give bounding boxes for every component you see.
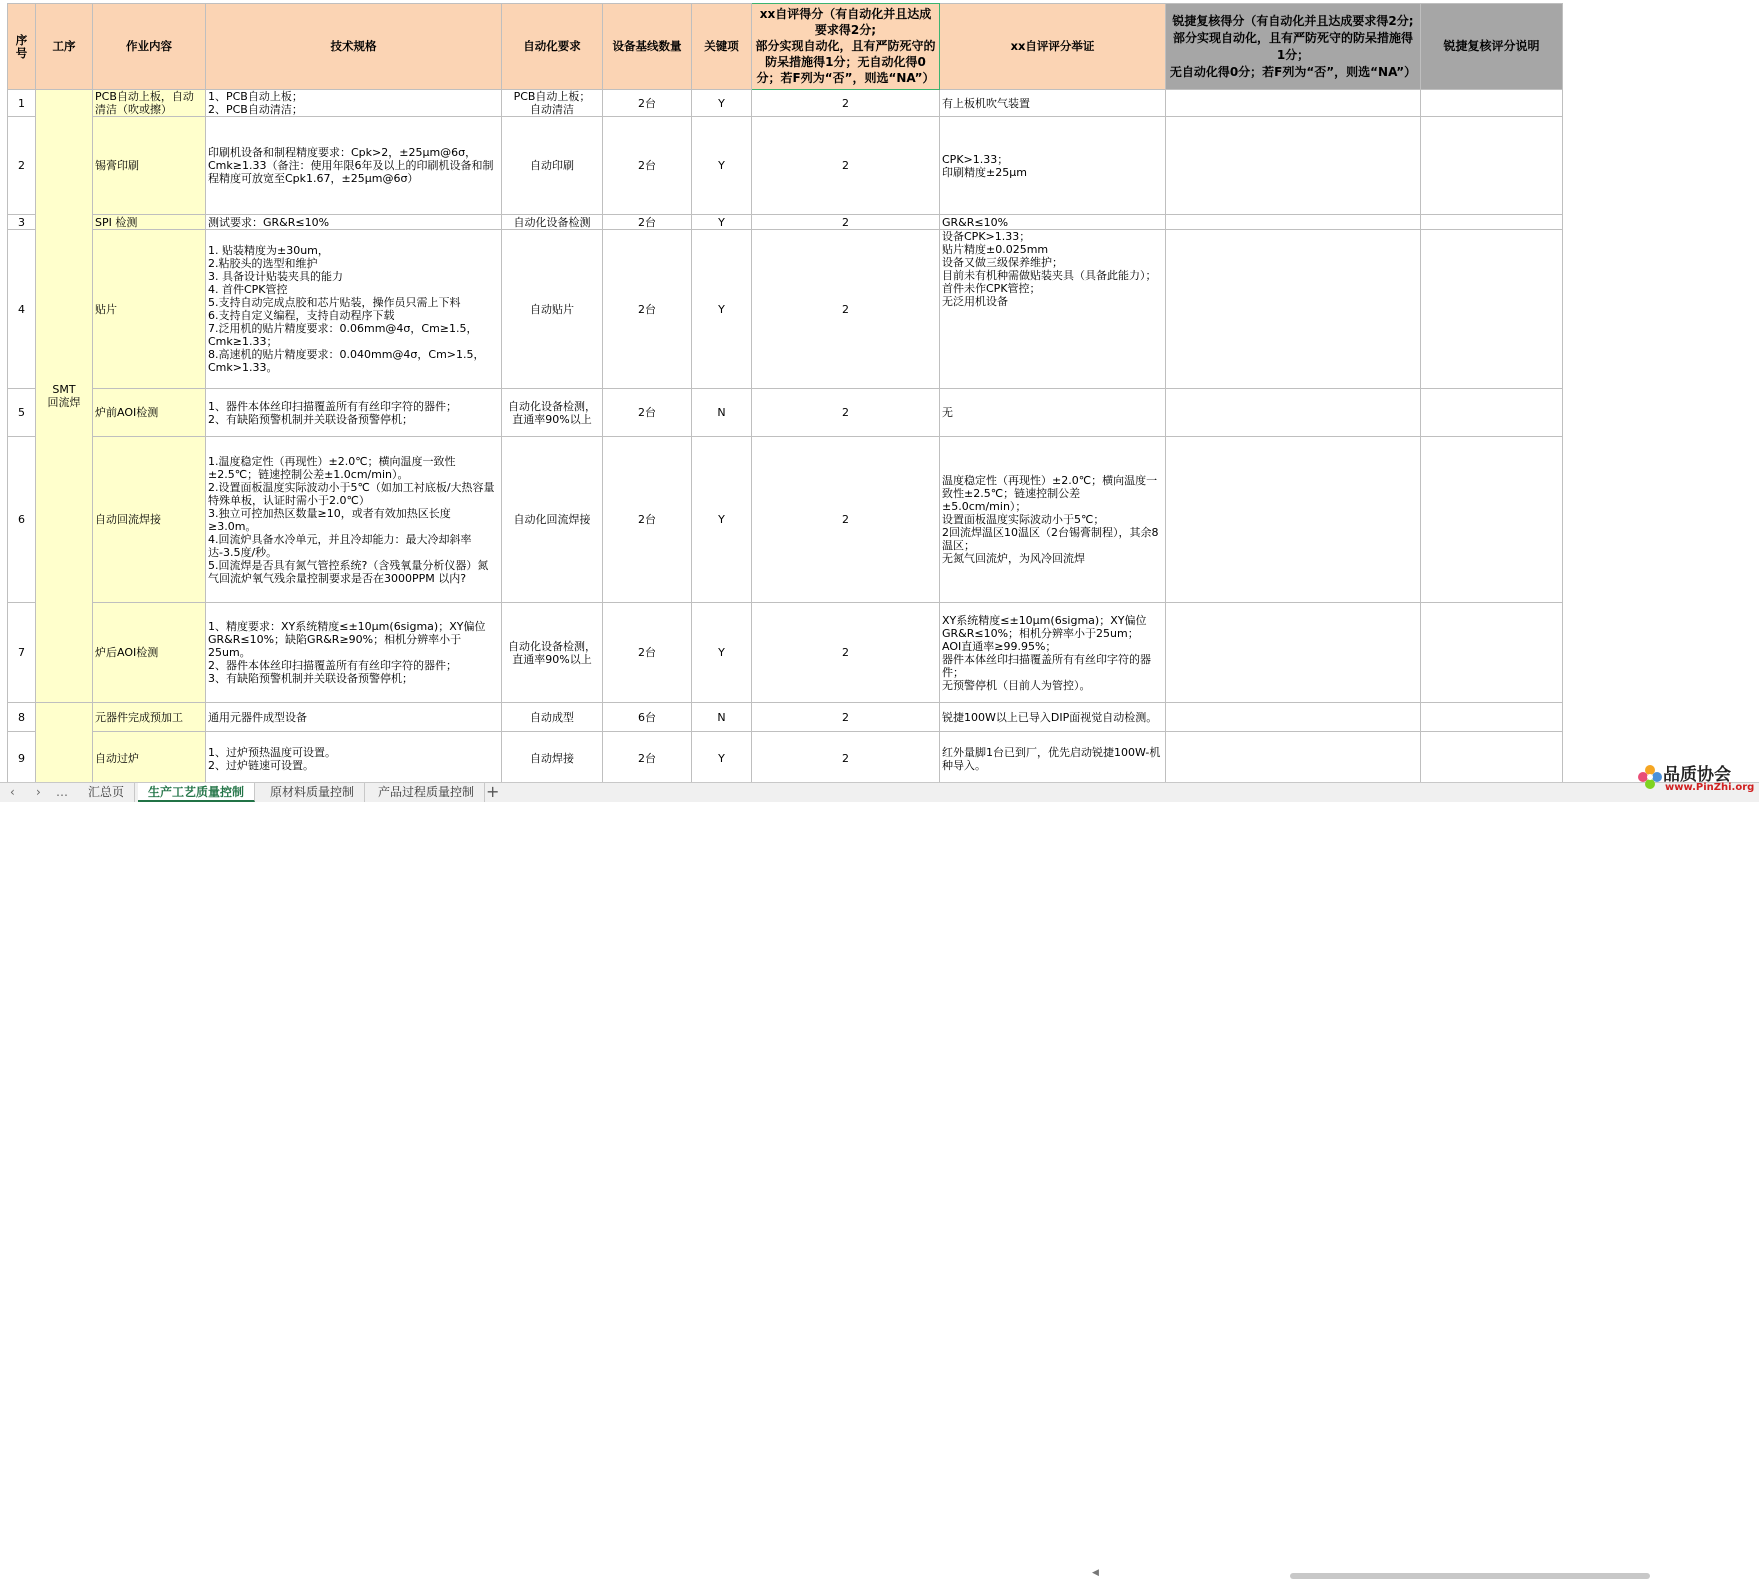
quality-table	[7, 3, 1563, 782]
cell-auto[interactable]: 自动贴片	[502, 230, 603, 389]
cell-evidence[interactable]: 红外量脚1台已到厂，优先启动锐捷100W-机种导入。	[940, 732, 1166, 783]
cell-auto[interactable]: PCB自动上板； 自动清洁	[502, 90, 603, 117]
cell-baseline[interactable]: 2台	[603, 230, 692, 389]
cell-baseline[interactable]: 2台	[603, 215, 692, 230]
cell-review-score[interactable]	[1166, 230, 1421, 389]
watermark-url: www.PinZhi.org	[1665, 782, 1755, 793]
cell-evidence[interactable]: CPK>1.33； 印刷精度±25μm	[940, 117, 1166, 215]
cell-score[interactable]: 2	[752, 437, 940, 603]
header-baseline[interactable]: 设备基线数量	[603, 4, 692, 90]
cell-no[interactable]: 6	[8, 437, 36, 603]
cell-review-note[interactable]	[1421, 732, 1563, 783]
cell-auto[interactable]: 自动化设备检测，直通率90%以上	[502, 603, 603, 703]
cell-score[interactable]: 2	[752, 215, 940, 230]
cell-key[interactable]: Y	[692, 117, 752, 215]
cell-review-note[interactable]	[1421, 90, 1563, 117]
more-sheets-icon[interactable]: …	[56, 785, 68, 799]
cell-spec[interactable]: 1. 贴装精度为±30um， 2.粘胶头的选型和维护 3. 具备设计贴装夹具的能力 4. 首件CPK管控 5.支持自动完成点胶和芯片贴装，操作员只需上下料 6.支持自定义编程，支持自动程序下载 7.泛用机的贴片精度要求：0.06mm@4σ，Cm≥1.5，Cmk≥1.33； 8.高速机的贴片精度要求：0.040mm@4σ，Cm>1.5，Cmk>1.33。	[206, 230, 502, 389]
cell-auto[interactable]: 自动焊接	[502, 732, 603, 783]
cell-key[interactable]: Y	[692, 437, 752, 603]
header-self-score[interactable]: xx自评得分（有自动化并且达成要求得2分; 部分实现自动化，且有严防死守的防呆措施得1分；无自动化得0分；若F列为“否”，则选“NA”）	[752, 4, 940, 90]
cell-review-score[interactable]	[1166, 215, 1421, 230]
cell-key[interactable]: Y	[692, 90, 752, 117]
cell-review-note[interactable]	[1421, 117, 1563, 215]
cell-evidence[interactable]: 设备CPK>1.33； 贴片精度±0.025mm 设备又做三级保养维护； 目前未有机种需做贴装夹具（具备此能力）； 首件未作CPK管控； 无泛用机设备	[940, 230, 1166, 389]
table-row	[8, 389, 1563, 437]
cell-no[interactable]: 7	[8, 603, 36, 703]
cell-no[interactable]: 1	[8, 90, 36, 117]
table-row	[8, 437, 1563, 603]
cell-key[interactable]: Y	[692, 215, 752, 230]
table-row	[8, 90, 1563, 117]
cell-task[interactable]: 贴片	[93, 230, 206, 389]
table-row	[8, 230, 1563, 389]
cell-evidence[interactable]: 锐捷100W以上已导入DIP面视觉自动检测。	[940, 703, 1166, 732]
tab-summary[interactable]: 汇总页	[78, 783, 135, 802]
first-sheet-arrow-icon[interactable]: ‹	[10, 785, 15, 799]
cell-spec[interactable]: 1、PCB自动上板； 2、PCB自动清洁；	[206, 90, 502, 117]
cell-score[interactable]: 2	[752, 732, 940, 783]
cell-no[interactable]: 2	[8, 117, 36, 215]
cell-task[interactable]: SPI 检测	[93, 215, 206, 230]
table-row	[8, 603, 1563, 703]
cell-no[interactable]: 9	[8, 732, 36, 783]
sheet-tab-bar	[0, 782, 1759, 1578]
cell-key[interactable]: N	[692, 703, 752, 732]
cell-auto[interactable]: 自动印刷	[502, 117, 603, 215]
cell-task[interactable]: 元器件完成预加工	[93, 703, 206, 732]
horizontal-scrollbar[interactable]	[1290, 1573, 1650, 1579]
cell-spec[interactable]: 印刷机设备和制程精度要求：Cpk>2，±25μm@6σ，Cmk≥1.33（备注：使用年限6年及以上的印刷机设备和制程精度可放宽至Cpk1.67，±25μm@6σ）	[206, 117, 502, 215]
table-row	[8, 732, 1563, 783]
cell-no[interactable]: 8	[8, 703, 36, 732]
cell-review-score[interactable]	[1166, 703, 1421, 732]
table-row	[8, 703, 1563, 732]
cell-process-smt[interactable]: SMT 回流焊	[36, 90, 93, 703]
cell-key[interactable]: Y	[692, 230, 752, 389]
tab-raw-material[interactable]: 原材料质量控制	[260, 783, 365, 802]
cell-score[interactable]: 2	[752, 389, 940, 437]
table-row	[8, 215, 1563, 230]
cell-review-score[interactable]	[1166, 117, 1421, 215]
cell-baseline[interactable]: 2台	[603, 90, 692, 117]
spreadsheet-grid	[0, 0, 1759, 782]
cell-evidence[interactable]: XY系统精度≤±10μm(6sigma)；XY偏位GR&R≤10%；相机分辨率小于25um； AOI直通率≥99.95%； 器件本体丝印扫描覆盖所有有丝印字符的器件； 无预警停机（目前人为管控）。	[940, 603, 1166, 703]
cell-task[interactable]: 自动回流焊接	[93, 437, 206, 603]
cell-baseline[interactable]: 2台	[603, 117, 692, 215]
cell-review-note[interactable]	[1421, 230, 1563, 389]
header-process[interactable]: 工序	[36, 4, 93, 90]
table-row	[8, 117, 1563, 215]
cell-review-note[interactable]	[1421, 215, 1563, 230]
cell-no[interactable]: 4	[8, 230, 36, 389]
cell-review-score[interactable]	[1166, 437, 1421, 603]
cell-task[interactable]: 炉前AOI检测	[93, 389, 206, 437]
cell-no[interactable]: 3	[8, 215, 36, 230]
cell-spec[interactable]: 通用元器件成型设备	[206, 703, 502, 732]
cell-review-note[interactable]	[1421, 437, 1563, 603]
cell-spec[interactable]: 测试要求：GR&R≤10%	[206, 215, 502, 230]
cell-evidence[interactable]: 有上板机吹气装置	[940, 90, 1166, 117]
header-task[interactable]: 作业内容	[93, 4, 206, 90]
cell-review-note[interactable]	[1421, 703, 1563, 732]
cell-review-note[interactable]	[1421, 603, 1563, 703]
cell-evidence[interactable]: GR&R≤10%	[940, 215, 1166, 230]
cell-review-note[interactable]	[1421, 389, 1563, 437]
cell-review-score[interactable]	[1166, 90, 1421, 117]
cell-score[interactable]: 2	[752, 703, 940, 732]
header-review-note[interactable]: 锐捷复核评分说明	[1421, 4, 1563, 90]
cell-task[interactable]: 自动过炉	[93, 732, 206, 783]
cell-key[interactable]: Y	[692, 603, 752, 703]
tab-production-process[interactable]: 生产工艺质量控制	[138, 783, 255, 802]
cell-review-score[interactable]	[1166, 389, 1421, 437]
cell-process-dip[interactable]	[36, 703, 93, 783]
cell-baseline[interactable]: 2台	[603, 603, 692, 703]
watermark-logo	[1637, 758, 1757, 800]
cell-no[interactable]: 5	[8, 389, 36, 437]
cell-baseline[interactable]: 6台	[603, 703, 692, 732]
cell-auto[interactable]: 自动化设备检测	[502, 215, 603, 230]
add-sheet-icon[interactable]: +	[486, 782, 500, 801]
header-key-item[interactable]: 关键项	[692, 4, 752, 90]
cell-score[interactable]: 2	[752, 603, 940, 703]
header-self-evidence[interactable]: xx自评评分举证	[940, 4, 1166, 90]
cell-evidence[interactable]: 无	[940, 389, 1166, 437]
header-no[interactable]: 序号	[8, 4, 36, 90]
cell-score[interactable]: 2	[752, 90, 940, 117]
header-spec[interactable]: 技术规格	[206, 4, 502, 90]
header-auto-requirement[interactable]: 自动化要求	[502, 4, 603, 90]
cell-score[interactable]: 2	[752, 117, 940, 215]
cell-review-score[interactable]	[1166, 603, 1421, 703]
cell-spec[interactable]: 1、过炉预热温度可设置。 2、过炉链速可设置。	[206, 732, 502, 783]
cell-spec[interactable]: 1、精度要求：XY系统精度≤±10μm(6sigma)；XY偏位GR&R≤10%；缺陷GR&R≥90%；相机分辨率小于25um。 2、器件本体丝印扫描覆盖所有有丝印字符的器件； 3、有缺陷预警机制并关联设备预警停机；	[206, 603, 502, 703]
cell-baseline[interactable]: 2台	[603, 732, 692, 783]
cell-score[interactable]: 2	[752, 230, 940, 389]
cell-review-score[interactable]	[1166, 732, 1421, 783]
tab-product-process[interactable]: 产品过程质量控制	[368, 783, 485, 802]
cell-spec[interactable]: 1.温度稳定性（再现性）±2.0℃；横向温度一致性±2.5℃；链速控制公差±1.0cm/min）。 2.设置面板温度实际波动小于5℃（如加工衬底板/大热容量特殊单板，认证时需小于2.0℃） 3.独立可控加热区数量≥10，或者有效加热区长度≥3.0m。 4.回流炉具备水冷单元，并且冷却能力：最大冷却斜率达-3.5度/秒。 5.回流焊是否具有氮气管控系统?（含残氧量分析仪器）氮气回流炉氧气残余量控制要求是否在3000PPM 以内?	[206, 437, 502, 603]
flower-logo-icon	[1637, 762, 1663, 792]
cell-evidence[interactable]: 温度稳定性（再现性）±2.0℃；横向温度一致性±2.5℃；链速控制公差±5.0cm/min）； 设置面板温度实际波动小于5℃； 2回流焊温区10温区（2台锡膏制程），其余8温区； 无氮气回流炉，为风冷回流焊	[940, 437, 1166, 603]
cell-baseline[interactable]: 2台	[603, 437, 692, 603]
cell-task[interactable]: 锡膏印刷	[93, 117, 206, 215]
cell-auto[interactable]: 自动成型	[502, 703, 603, 732]
cell-key[interactable]: Y	[692, 732, 752, 783]
cell-spec[interactable]: 1、器件本体丝印扫描覆盖所有有丝印字符的器件； 2、有缺陷预警机制并关联设备预警停机；	[206, 389, 502, 437]
cell-baseline[interactable]: 2台	[603, 389, 692, 437]
cell-key[interactable]: N	[692, 389, 752, 437]
cell-auto[interactable]: 自动化回流焊接	[502, 437, 603, 603]
cell-task[interactable]: PCB自动上板，自动清洁（吹或擦）	[93, 90, 206, 117]
prev-sheet-arrow-icon[interactable]: ›	[36, 785, 41, 799]
header-review-score[interactable]: 锐捷复核得分（有自动化并且达成要求得2分; 部分实现自动化，且有严防死守的防呆措施得1分； 无自动化得0分；若F列为“否”，则选“NA”）	[1166, 4, 1421, 90]
watermark-name: 品质协会	[1663, 765, 1731, 785]
cell-task[interactable]: 炉后AOI检测	[93, 603, 206, 703]
cell-auto[interactable]: 自动化设备检测，直通率90%以上	[502, 389, 603, 437]
scroll-left-icon[interactable]: ◀	[1092, 1568, 1099, 1578]
